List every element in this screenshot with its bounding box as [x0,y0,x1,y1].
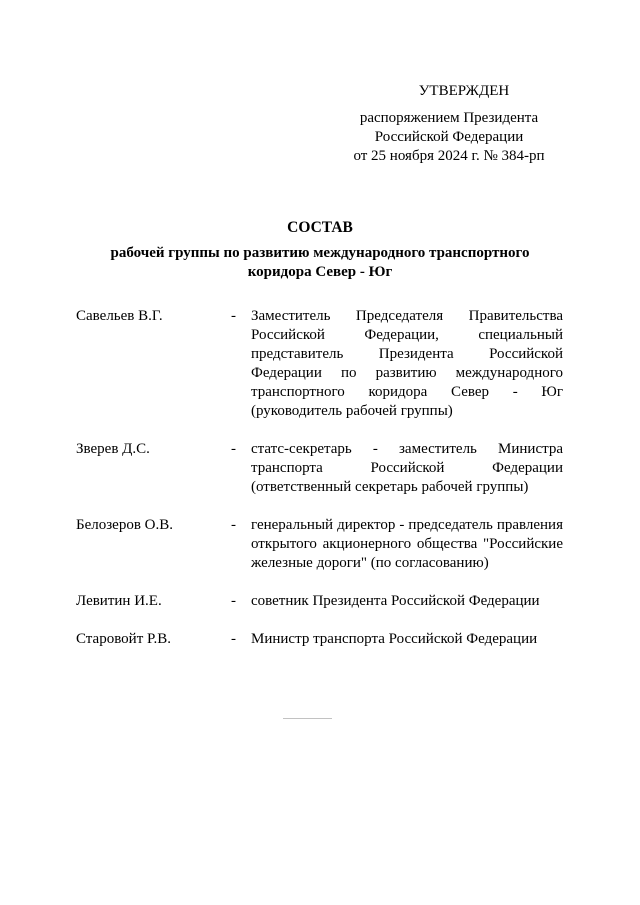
document-title: СОСТАВ [287,219,353,236]
member-name: Белозеров О.В. [76,517,174,533]
member-name: Зверев Д.С. [76,441,150,457]
member-dash: - [231,631,236,647]
member-dash: - [231,308,236,324]
approval-line: распоряжением Президента [359,110,539,126]
document-registration-code: 0000000000000000000000000000000000000000000000000 [283,718,332,720]
member-role: статс-секретарь - заместитель Министра транспорта Российской Федерации (ответственный секретарь рабочей группы) [251,441,563,495]
approval-heading: УТВЕРЖДЕН [418,83,510,99]
member-role: Заместитель Председателя Правительства Российской Федерации, специальный представитель Президента Российской Федерации по развитию международного транспортного коридора Север - Юг (руководитель рабочей группы) [251,308,563,419]
member-row [76,307,566,421]
member-name: Левитин И.Е. [76,593,162,609]
approval-stamp [334,82,564,166]
member-row [76,630,566,649]
document-subtitle [88,244,552,282]
subtitle-line: рабочей группы по развитию международного транспортного [110,245,530,261]
subtitle-line: коридора Север - Юг [247,264,393,280]
approval-date-line: от 25 ноября 2024 г. № 384-рп [353,148,545,164]
member-dash: - [231,517,236,533]
member-dash: - [231,441,236,457]
member-row [76,440,566,497]
member-name: Старовойт Р.В. [76,631,171,647]
member-row [76,516,566,573]
members-list [76,307,566,649]
member-dash: - [231,593,236,609]
member-name: Савельев В.Г. [76,308,163,324]
approval-line: Российской Федерации [374,129,524,145]
member-role: генеральный директор - председатель правления открытого акционерного общества "Российские железные дороги" (по согласованию) [251,517,563,571]
member-row [76,592,566,611]
member-role: Министр транспорта Российской Федерации [251,631,538,647]
member-role: советник Президента Российской Федерации [251,593,540,609]
